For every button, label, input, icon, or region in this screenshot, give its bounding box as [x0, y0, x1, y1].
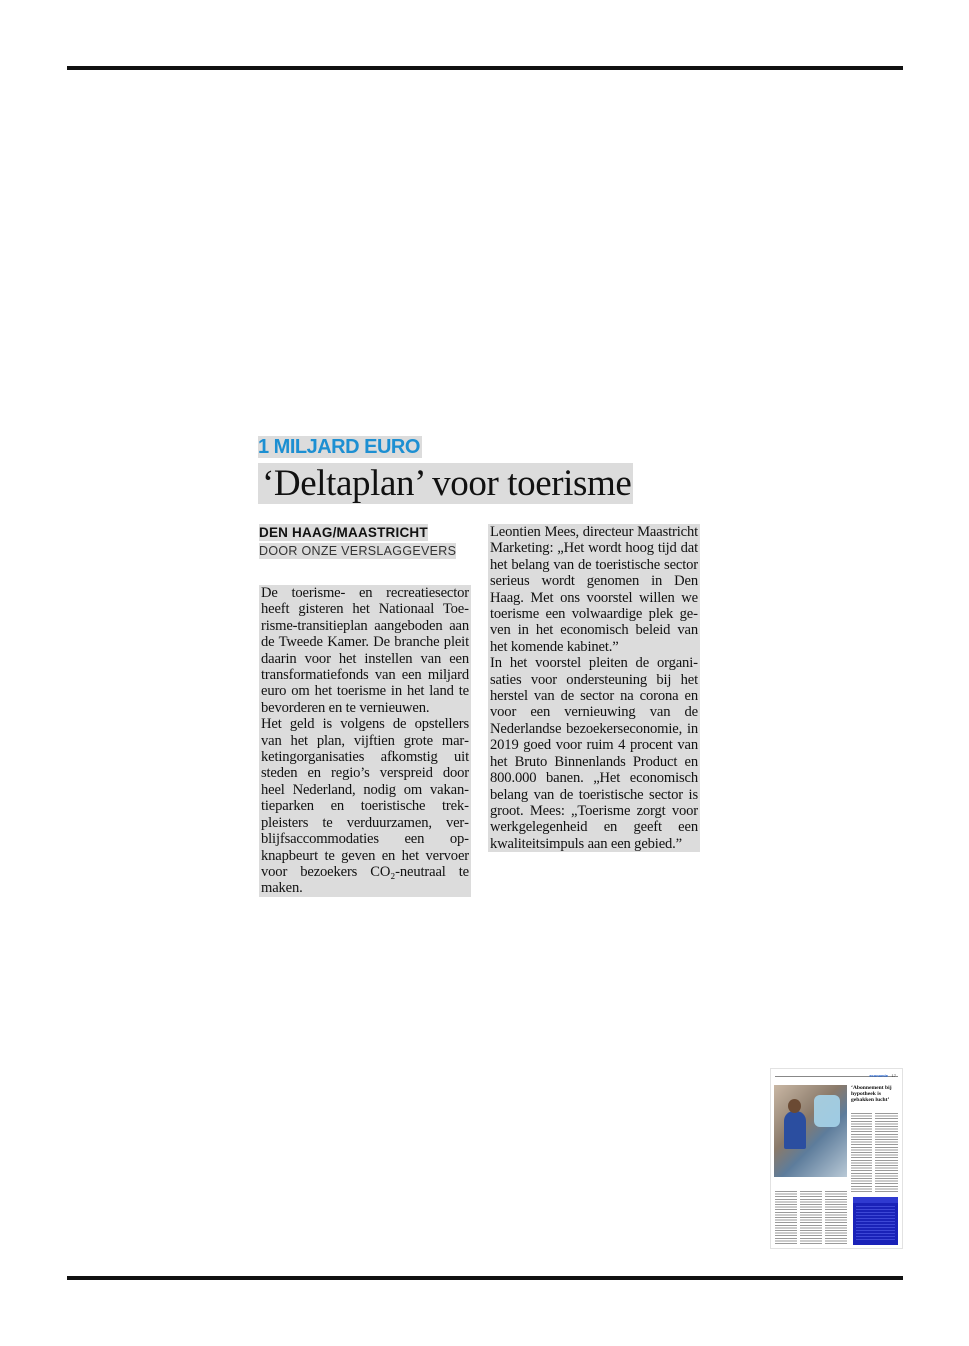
- thumbnail-text-column: [851, 1113, 872, 1193]
- article: [258, 434, 702, 897]
- thumbnail-header: [775, 1072, 898, 1078]
- thumbnail-section-label: economie: [869, 1073, 888, 1078]
- paragraph: Leontien Mees, directeur Maastricht Marketing: „Het wordt hoog tijd dat het belang van de toeristische sector serieus wordt genomen in Den Haag. Met ons voorstel willen we toerisme een volwaardige plek geven in het economisch beleid van het komende kabinet.”: [490, 524, 698, 655]
- dateline: DEN HAAG/MAASTRICHT: [259, 525, 428, 540]
- article-kicker: 1 MILJARD EURO: [258, 436, 420, 458]
- thumbnail-text-column: [800, 1191, 822, 1245]
- page-thumbnail[interactable]: [770, 1068, 903, 1249]
- paragraph: In het voorstel pleiten de organisaties voor ondersteuning bij het herstel van de sector na corona en voor een vernieuwing van de Nederlandse bezoekerseconomie, in 2019 goed voor ruim 4 procent van het Bruto Binnenlands Product en 800.000 banen. „Het economisch belang van de toeristische sector is groot. Mees: „Toerisme zorgt voor werkgelegenheid en geeft een kwaliteitsimpuls aan een gebied.”: [490, 655, 698, 852]
- bottom-rule: [67, 1276, 903, 1280]
- paragraph: De toerisme- en recreatiesector heeft gisteren het Nationaal Toerisme-transitieplan aangeboden aan de Tweede Kamer. De branche pleit daarin voor het instellen van een transformatiefonds van een miljard euro om het toerisme in het land te bevorderen en te vernieuwen.: [261, 585, 469, 716]
- article-column-left: [259, 524, 471, 897]
- thumbnail-photo: [774, 1085, 847, 1177]
- thumbnail-text-column: [875, 1113, 898, 1193]
- thumbnail-photo-person: [784, 1111, 806, 1149]
- thumbnail-title: ‘Abonnement bij hypotheek is gebakken lucht’: [851, 1085, 892, 1103]
- paragraph: Het geld is volgens de opstellers van het plan, vijftien grote marketingorganisaties afkomstig uit steden en regio’s verspreid door heel Nederland, nodig om vakantieparken en toeristische trekpleisters te verduurzamen, verblijfsaccommodaties een opknapbeurt te geven en het vervoer voor bezoekers CO₂-neutraal te maken.: [261, 716, 469, 897]
- top-rule: [67, 66, 903, 70]
- thumbnail-photo-head: [788, 1099, 801, 1113]
- thumbnail-photo-glass: [814, 1095, 840, 1127]
- byline: DOOR ONZE VERSLAGGEVERS: [259, 544, 457, 558]
- article-headline: ‘Deltaplan’ voor toerisme: [258, 462, 702, 506]
- article-column-right: [488, 524, 700, 852]
- thumbnail-infobox-text: [856, 1206, 895, 1242]
- thumbnail-text-column: [775, 1191, 797, 1245]
- thumbnail-infobox: [853, 1197, 898, 1245]
- thumbnail-infobox-bar: [853, 1197, 898, 1203]
- thumbnail-page-number: 17: [891, 1073, 896, 1078]
- thumbnail-text-column: [825, 1191, 847, 1245]
